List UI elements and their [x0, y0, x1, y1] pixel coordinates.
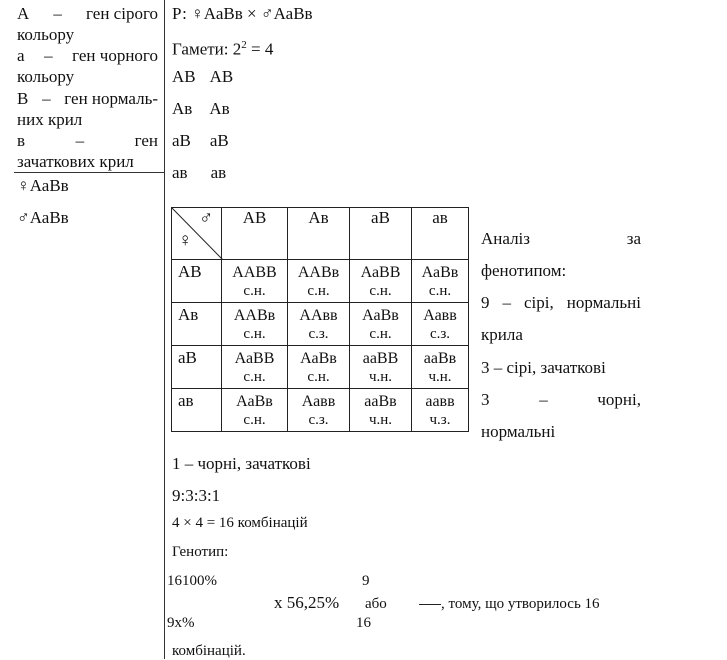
punnett-cell: АаВв с.н.	[412, 260, 469, 303]
punnett-row-header: аВ	[172, 346, 222, 389]
fraction-numerator: 9	[362, 573, 370, 589]
analysis-line-4: 3 – чорні,	[481, 390, 641, 409]
analysis-line-1: 9 – сірі, нормальні	[481, 293, 641, 312]
proportion-line-1: 16100%	[167, 573, 217, 589]
punnett-cell: ааВв ч.н.	[350, 389, 412, 432]
gamete-row: Ав Ав	[172, 99, 230, 118]
male-symbol-icon: ♂	[199, 208, 214, 229]
fraction-bar	[419, 604, 441, 605]
punnett-row	[172, 303, 469, 346]
punnett-row	[172, 260, 469, 303]
punnett-square	[171, 207, 469, 432]
given-line-8: зачаткових крил	[17, 152, 134, 171]
analysis-line-5: нормальні	[481, 422, 556, 441]
phenotype-ratio: 9:3:3:1	[172, 486, 221, 505]
female-genotype: ♀АаВв	[17, 176, 69, 195]
conclusion-tail: , тому, що утворилось 16	[441, 596, 600, 612]
gamete-row: аВ аВ	[172, 131, 229, 150]
punnett-cell: ААВв с.н.	[222, 303, 288, 346]
given-line-3: а – ген чорного	[17, 46, 158, 65]
punnett-corner	[172, 208, 222, 260]
gamete-row: ав ав	[172, 163, 227, 182]
punnett-cell: Аавв с.з.	[412, 303, 469, 346]
fraction-denominator: 16	[356, 615, 371, 631]
analysis-line-2: крила	[481, 325, 523, 344]
punnett-cell: ааВВ ч.н.	[350, 346, 412, 389]
punnett-row	[172, 389, 469, 432]
female-symbol-icon: ♀	[178, 230, 193, 251]
punnett-cell: АаВв с.н.	[350, 303, 412, 346]
given-line-7: в – ген	[17, 131, 158, 150]
punnett-col-header: АВ	[222, 208, 288, 260]
given-line-2: кольору	[17, 25, 75, 44]
combinations-line: 4 × 4 = 16 комбінацій	[172, 515, 308, 531]
analysis-title: Аналіз за	[481, 229, 641, 248]
x-result: х 56,25%	[274, 593, 340, 612]
given-line-5: В – ген нормаль-	[17, 89, 158, 108]
male-genotype: ♂АаВв	[17, 208, 69, 227]
punnett-cell: ААВв с.н.	[288, 260, 350, 303]
analysis-title-cont: фенотипом:	[481, 261, 567, 280]
punnett-row-header: АВ	[172, 260, 222, 303]
or-word: або	[365, 596, 387, 612]
analysis-line-3: 3 – сірі, зачаткові	[481, 358, 606, 377]
punnett-row	[172, 346, 469, 389]
punnett-cell: АаВв с.н.	[288, 346, 350, 389]
given-line-4: кольору	[17, 67, 75, 86]
parents-cross: Р: ♀АаВв × ♂АаВв	[172, 4, 313, 23]
punnett-cell: ААвв с.з.	[288, 303, 350, 346]
punnett-col-header: аВ	[350, 208, 412, 260]
punnett-cell: ааВв ч.н.	[412, 346, 469, 389]
vertical-divider	[164, 0, 165, 659]
punnett-cell: аавв ч.з.	[412, 389, 469, 432]
given-line-6: них крил	[17, 110, 83, 129]
punnett-row-header: Ав	[172, 303, 222, 346]
punnett-header-row	[172, 208, 469, 260]
combinations-end: комбінацій.	[172, 643, 246, 659]
given-line-1: А – ген сірого	[17, 4, 158, 23]
punnett-col-header: Ав	[288, 208, 350, 260]
gametes-line: Гамети: $2^2 = 4$	[172, 39, 274, 59]
punnett-cell: АаВв с.н.	[222, 389, 288, 432]
analysis-line-6: 1 – чорні, зачаткові	[172, 454, 311, 473]
gamete-row: АВ АВ	[172, 67, 234, 86]
punnett-row-header: ав	[172, 389, 222, 432]
proportion-line-2: 9х%	[167, 615, 195, 631]
punnett-cell: АаВВ с.н.	[350, 260, 412, 303]
punnett-cell: АаВВ с.н.	[222, 346, 288, 389]
punnett-cell: Аавв с.з.	[288, 389, 350, 432]
given-underline	[14, 172, 165, 173]
genotype-label: Генотип:	[172, 544, 229, 560]
punnett-cell: ААВВ с.н.	[222, 260, 288, 303]
punnett-col-header: ав	[412, 208, 469, 260]
